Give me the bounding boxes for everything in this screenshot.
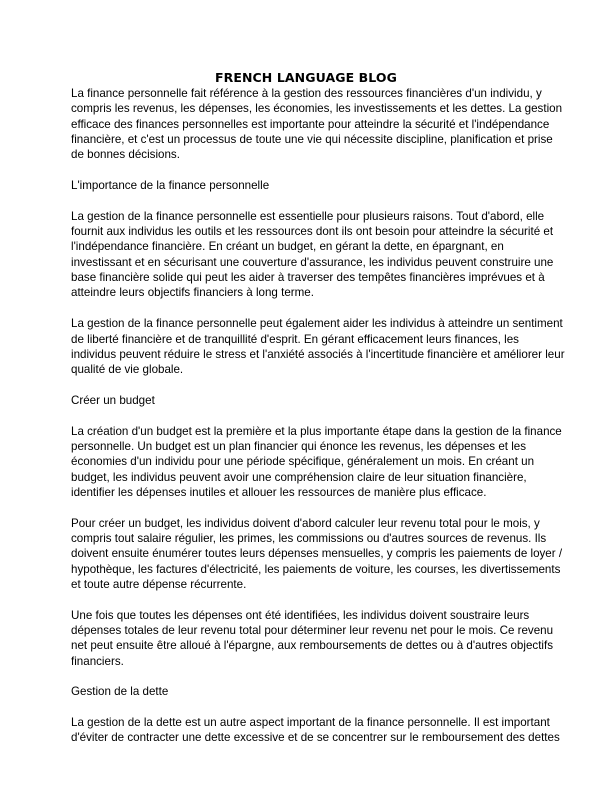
text-line: fournit aux individus les outils et les ressources dont ils ont besoin pour atteindre la sécurité et [71, 225, 554, 239]
text-line: personnelle. Un budget est un plan financier qui énonce les revenus, les dépenses et les [71, 439, 527, 453]
section-heading-debt [71, 684, 551, 699]
document-title: FRENCH LANGUAGE BLOG [214, 70, 398, 85]
paragraph-spacer [71, 163, 551, 178]
text-line: La création d'un budget est la première et la plus importante étape dans la gestion de la finance [71, 424, 562, 438]
text-line: compris tout salaire régulier, les primes, les commissions ou d'autres sources de revenus. Ils [71, 531, 547, 545]
text-line: La gestion de la dette est un autre aspect important de la finance personnelle. Il est important [71, 716, 550, 730]
heading-text: Gestion de la dette [71, 685, 169, 699]
paragraph-spacer [71, 592, 551, 607]
paragraph-spacer [71, 669, 551, 684]
document-page [71, 70, 565, 746]
debt-paragraph-1 [71, 715, 560, 746]
text-line: La gestion de la finance personnelle est essentielle pour plusieurs raisons. Tout d'abord, elle [71, 209, 545, 223]
text-line: de liberté financière et de tranquillité d'esprit. En gérant efficacement leurs finances, les [71, 332, 519, 346]
paragraph-spacer [71, 700, 551, 715]
section-heading-importance [71, 178, 551, 193]
importance-paragraph-1 [71, 209, 554, 301]
paragraph-spacer [71, 408, 551, 423]
text-line: de bonnes décisions. [71, 148, 180, 162]
text-line: financiers. [71, 654, 124, 668]
text-line: identifier les dépenses inutiles et allouer les ressources de manière plus efficace. [71, 485, 487, 499]
budget-paragraph-2 [71, 516, 563, 593]
text-line: investissant et en sécurisant une couverture d'assurance, les individus peuvent construire une [71, 255, 554, 269]
importance-paragraph-2 [71, 316, 565, 377]
intro-paragraph [71, 86, 563, 163]
text-line: l'indépendance financière. En créant un budget, en gérant la dette, en épargnant, en [71, 240, 504, 254]
text-line: budget, les individus peuvent avoir une compréhension claire de leur situation financière, [71, 470, 527, 484]
text-line: doivent ensuite énumérer toutes leurs dépenses mensuelles, y compris les paiements de loyer / [71, 547, 563, 561]
budget-paragraph-1 [71, 424, 562, 501]
text-line: économies d'un individu pour une période spécifique, généralement un mois. En créant un [71, 455, 535, 469]
text-line: dépenses totales de leur revenu total pour déterminer leur revenu net pour le mois. Ce revenu [71, 624, 554, 638]
section-heading-budget [71, 393, 551, 408]
text-line: individus peuvent réduire le stress et l'anxiété associés à l'incertitude financière et améliorer leur [71, 347, 565, 361]
text-line: et toute autre dépense récurrente. [71, 578, 247, 591]
text-line: financière, et c'est un processus de toute une vie qui nécessite discipline, planification et prise [71, 133, 553, 147]
heading-text: Créer un budget [71, 393, 155, 407]
text-line: Une fois que toutes les dépenses ont été identifiées, les individus doivent soustraire leurs [71, 608, 530, 622]
paragraph-spacer [71, 301, 551, 316]
text-line: efficace des finances personnelles est importante pour atteindre la sécurité et l'indépendance [71, 117, 550, 131]
text-line: Pour créer un budget, les individus doivent d'abord calculer leur revenu total pour le mois, y [71, 516, 540, 530]
budget-paragraph-3 [71, 608, 554, 669]
text-line: atteindre leurs objectifs financiers à long terme. [71, 286, 314, 300]
paragraph-spacer [71, 500, 551, 515]
paragraph-spacer [71, 378, 551, 393]
text-line: base financière solide qui peut les aider à traverser des tempêtes financières imprévues et à [71, 271, 545, 285]
heading-text: L'importance de la finance personnelle [71, 179, 270, 193]
text-line: La finance personnelle fait référence à la gestion des ressources financières d'un individu, y [71, 87, 542, 100]
text-line: compris les revenus, les dépenses, les économies, les investissements et les dettes. La gestion [71, 102, 563, 116]
text-line: La gestion de la finance personnelle peut également aider les individus à atteindre un sentiment [71, 317, 563, 331]
text-line: hypothèque, les factures d'électricité, les paiements de voiture, les courses, les divertissements [71, 562, 561, 576]
text-line: net peut ensuite être alloué à l'épargne, aux remboursements de dettes ou à d'autres objectifs [71, 639, 554, 653]
text-line: d'éviter de contracter une dette excessive et de se concentrer sur le remboursement des dettes [71, 731, 560, 745]
text-line: qualité de vie globale. [71, 363, 184, 377]
paragraph-spacer [71, 193, 551, 208]
